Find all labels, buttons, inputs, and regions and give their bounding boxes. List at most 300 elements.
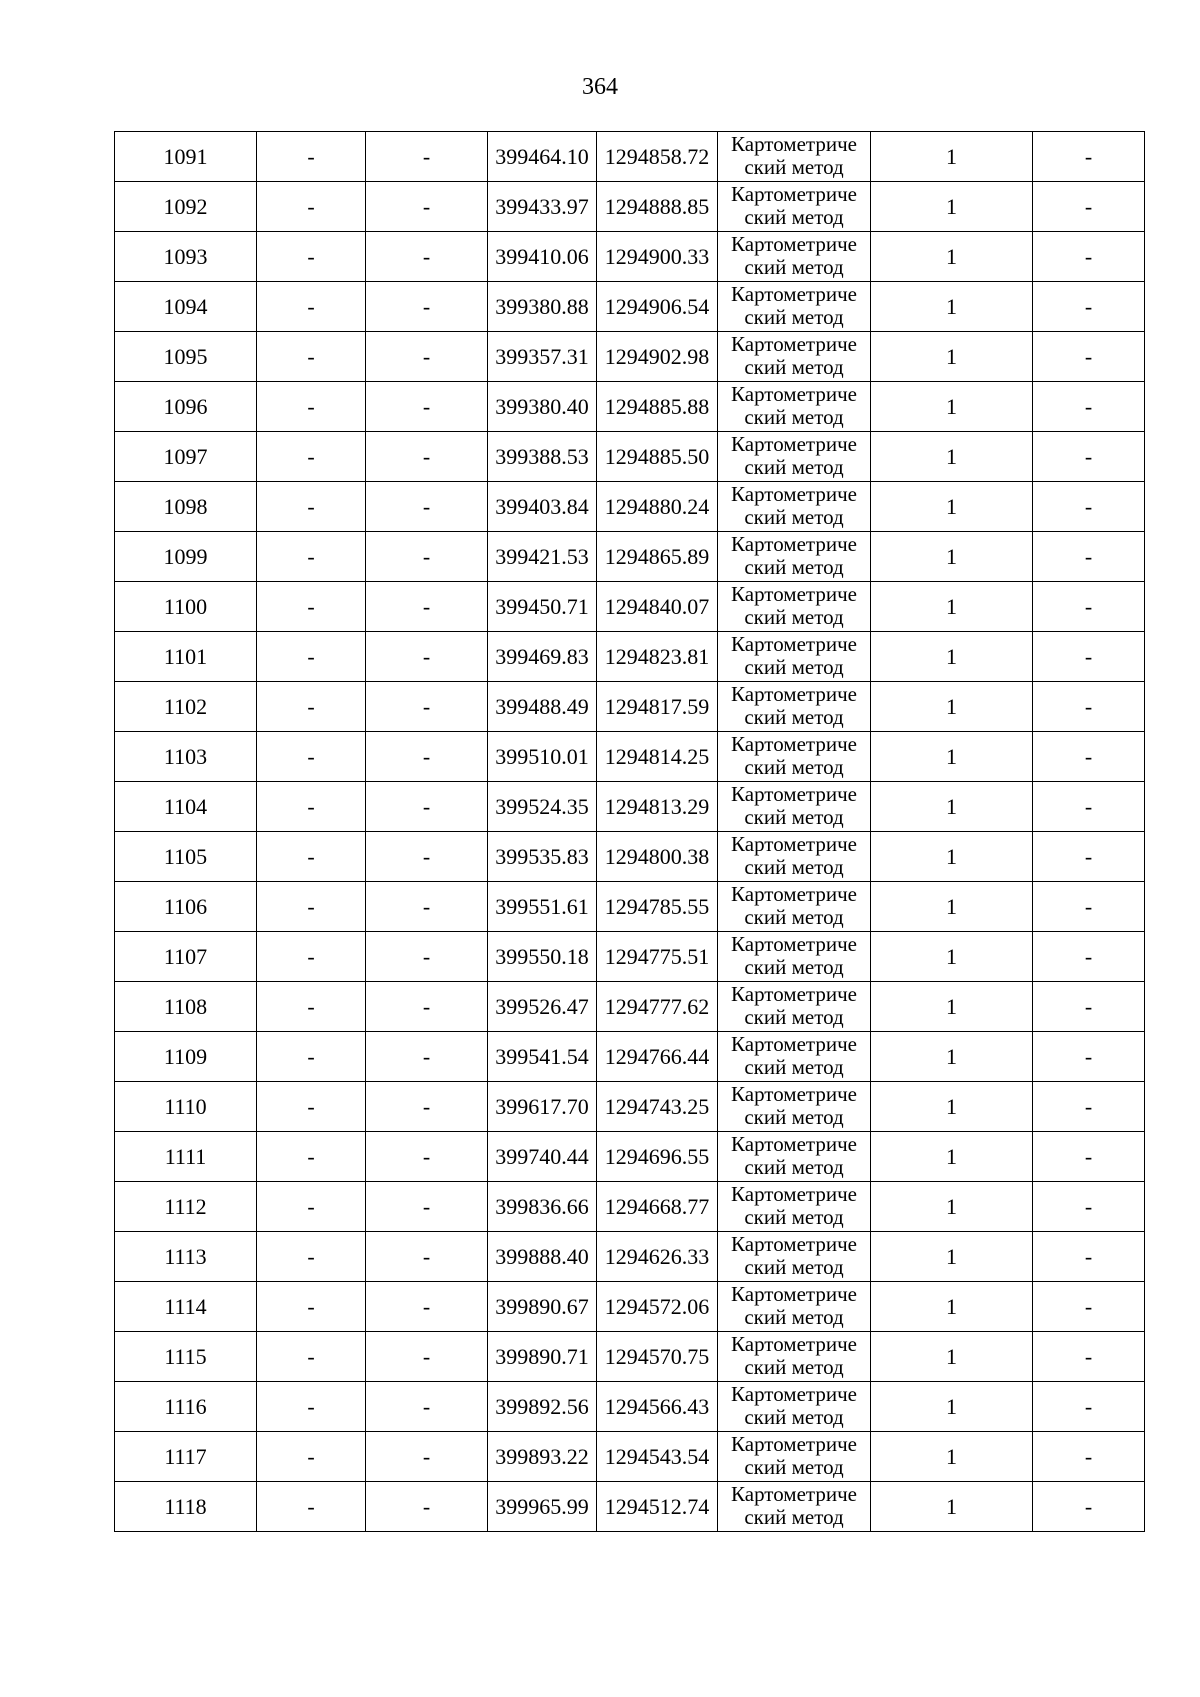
method-cell bbox=[718, 382, 871, 432]
method-line-1: Картометриче bbox=[731, 1233, 857, 1256]
point-number-cell: 1114 bbox=[115, 1282, 257, 1332]
table-row bbox=[115, 782, 1145, 832]
col2-cell: - bbox=[257, 182, 366, 232]
y-coordinate-cell: 1294885.50 bbox=[597, 432, 718, 482]
col2-cell: - bbox=[257, 982, 366, 1032]
point-number-cell: 1101 bbox=[115, 632, 257, 682]
y-coordinate-cell: 1294570.75 bbox=[597, 1332, 718, 1382]
table-row bbox=[115, 982, 1145, 1032]
point-number-cell: 1104 bbox=[115, 782, 257, 832]
table-row bbox=[115, 1432, 1145, 1482]
x-coordinate-cell: 399380.88 bbox=[488, 282, 597, 332]
col8-cell: - bbox=[1033, 1182, 1145, 1232]
method-line-1: Картометриче bbox=[731, 883, 857, 906]
col8-cell: - bbox=[1033, 432, 1145, 482]
col3-cell: - bbox=[366, 232, 488, 282]
point-number-cell: 1093 bbox=[115, 232, 257, 282]
method-line-2: ский метод bbox=[744, 405, 844, 429]
method-cell bbox=[718, 682, 871, 732]
x-coordinate-cell: 399890.71 bbox=[488, 1332, 597, 1382]
method-line-2: ский метод bbox=[744, 1355, 844, 1379]
accuracy-cell: 1 bbox=[871, 582, 1033, 632]
table-row bbox=[115, 132, 1145, 182]
method-line-1: Картометриче bbox=[731, 133, 857, 156]
x-coordinate-cell: 399965.99 bbox=[488, 1482, 597, 1532]
col2-cell: - bbox=[257, 1332, 366, 1382]
col2-cell: - bbox=[257, 1282, 366, 1332]
method-line-2: ский метод bbox=[744, 1405, 844, 1429]
x-coordinate-cell: 399433.97 bbox=[488, 182, 597, 232]
x-coordinate-cell: 399890.67 bbox=[488, 1282, 597, 1332]
y-coordinate-cell: 1294696.55 bbox=[597, 1132, 718, 1182]
method-line-2: ский метод bbox=[744, 1005, 844, 1029]
x-coordinate-cell: 399510.01 bbox=[488, 732, 597, 782]
col2-cell: - bbox=[257, 532, 366, 582]
method-line-2: ский метод bbox=[744, 1155, 844, 1179]
accuracy-cell: 1 bbox=[871, 282, 1033, 332]
y-coordinate-cell: 1294880.24 bbox=[597, 482, 718, 532]
method-line-2: ский метод bbox=[744, 355, 844, 379]
y-coordinate-cell: 1294902.98 bbox=[597, 332, 718, 382]
col2-cell: - bbox=[257, 932, 366, 982]
method-cell bbox=[718, 532, 871, 582]
col2-cell: - bbox=[257, 882, 366, 932]
accuracy-cell: 1 bbox=[871, 382, 1033, 432]
accuracy-cell: 1 bbox=[871, 682, 1033, 732]
method-cell bbox=[718, 332, 871, 382]
col8-cell: - bbox=[1033, 732, 1145, 782]
col3-cell: - bbox=[366, 1232, 488, 1282]
point-number-cell: 1112 bbox=[115, 1182, 257, 1232]
point-number-cell: 1100 bbox=[115, 582, 257, 632]
method-cell bbox=[718, 132, 871, 182]
col8-cell: - bbox=[1033, 532, 1145, 582]
method-cell bbox=[718, 1382, 871, 1432]
method-line-2: ский метод bbox=[744, 805, 844, 829]
x-coordinate-cell: 399357.31 bbox=[488, 332, 597, 382]
x-coordinate-cell: 399488.49 bbox=[488, 682, 597, 732]
y-coordinate-cell: 1294858.72 bbox=[597, 132, 718, 182]
y-coordinate-cell: 1294766.44 bbox=[597, 1032, 718, 1082]
col8-cell: - bbox=[1033, 1332, 1145, 1382]
point-number-cell: 1098 bbox=[115, 482, 257, 532]
table-row bbox=[115, 382, 1145, 432]
method-cell bbox=[718, 832, 871, 882]
accuracy-cell: 1 bbox=[871, 1132, 1033, 1182]
y-coordinate-cell: 1294814.25 bbox=[597, 732, 718, 782]
x-coordinate-cell: 399541.54 bbox=[488, 1032, 597, 1082]
col3-cell: - bbox=[366, 1432, 488, 1482]
col8-cell: - bbox=[1033, 1032, 1145, 1082]
accuracy-cell: 1 bbox=[871, 932, 1033, 982]
method-line-1: Картометриче bbox=[731, 683, 857, 706]
point-number-cell: 1111 bbox=[115, 1132, 257, 1182]
table-row bbox=[115, 1082, 1145, 1132]
method-line-1: Картометриче bbox=[731, 1383, 857, 1406]
point-number-cell: 1107 bbox=[115, 932, 257, 982]
table-body bbox=[115, 132, 1145, 1532]
method-line-2: ский метод bbox=[744, 1305, 844, 1329]
y-coordinate-cell: 1294813.29 bbox=[597, 782, 718, 832]
x-coordinate-cell: 399524.35 bbox=[488, 782, 597, 832]
method-cell bbox=[718, 232, 871, 282]
table-row bbox=[115, 432, 1145, 482]
col2-cell: - bbox=[257, 482, 366, 532]
col3-cell: - bbox=[366, 282, 488, 332]
col8-cell: - bbox=[1033, 1382, 1145, 1432]
col3-cell: - bbox=[366, 1282, 488, 1332]
accuracy-cell: 1 bbox=[871, 182, 1033, 232]
table-row bbox=[115, 282, 1145, 332]
y-coordinate-cell: 1294668.77 bbox=[597, 1182, 718, 1232]
point-number-cell: 1092 bbox=[115, 182, 257, 232]
accuracy-cell: 1 bbox=[871, 482, 1033, 532]
col2-cell: - bbox=[257, 1432, 366, 1482]
method-line-1: Картометриче bbox=[731, 283, 857, 306]
y-coordinate-cell: 1294885.88 bbox=[597, 382, 718, 432]
x-coordinate-cell: 399892.56 bbox=[488, 1382, 597, 1432]
col3-cell: - bbox=[366, 382, 488, 432]
col2-cell: - bbox=[257, 282, 366, 332]
col3-cell: - bbox=[366, 332, 488, 382]
method-line-1: Картометриче bbox=[731, 233, 857, 256]
method-cell bbox=[718, 1032, 871, 1082]
x-coordinate-cell: 399380.40 bbox=[488, 382, 597, 432]
table-row bbox=[115, 732, 1145, 782]
method-line-1: Картометриче bbox=[731, 483, 857, 506]
method-line-2: ский метод bbox=[744, 305, 844, 329]
method-line-2: ский метод bbox=[744, 1105, 844, 1129]
accuracy-cell: 1 bbox=[871, 782, 1033, 832]
table-row bbox=[115, 182, 1145, 232]
col3-cell: - bbox=[366, 1482, 488, 1532]
col3-cell: - bbox=[366, 482, 488, 532]
col8-cell: - bbox=[1033, 382, 1145, 432]
col3-cell: - bbox=[366, 182, 488, 232]
method-line-1: Картометриче bbox=[731, 1033, 857, 1056]
accuracy-cell: 1 bbox=[871, 332, 1033, 382]
method-line-2: ский метод bbox=[744, 455, 844, 479]
col3-cell: - bbox=[366, 1132, 488, 1182]
col8-cell: - bbox=[1033, 1132, 1145, 1182]
col2-cell: - bbox=[257, 132, 366, 182]
y-coordinate-cell: 1294785.55 bbox=[597, 882, 718, 932]
col2-cell: - bbox=[257, 732, 366, 782]
col8-cell: - bbox=[1033, 832, 1145, 882]
point-number-cell: 1108 bbox=[115, 982, 257, 1032]
y-coordinate-cell: 1294626.33 bbox=[597, 1232, 718, 1282]
point-number-cell: 1094 bbox=[115, 282, 257, 332]
method-line-2: ский метод bbox=[744, 655, 844, 679]
point-number-cell: 1116 bbox=[115, 1382, 257, 1432]
x-coordinate-cell: 399464.10 bbox=[488, 132, 597, 182]
method-cell bbox=[718, 1282, 871, 1332]
method-line-2: ский метод bbox=[744, 605, 844, 629]
col3-cell: - bbox=[366, 982, 488, 1032]
method-line-2: ский метод bbox=[744, 1205, 844, 1229]
method-line-2: ский метод bbox=[744, 705, 844, 729]
y-coordinate-cell: 1294743.25 bbox=[597, 1082, 718, 1132]
accuracy-cell: 1 bbox=[871, 1432, 1033, 1482]
table-row bbox=[115, 632, 1145, 682]
table-row bbox=[115, 1132, 1145, 1182]
col2-cell: - bbox=[257, 782, 366, 832]
x-coordinate-cell: 399535.83 bbox=[488, 832, 597, 882]
col2-cell: - bbox=[257, 1132, 366, 1182]
col3-cell: - bbox=[366, 1382, 488, 1432]
col2-cell: - bbox=[257, 1032, 366, 1082]
accuracy-cell: 1 bbox=[871, 1082, 1033, 1132]
x-coordinate-cell: 399551.61 bbox=[488, 882, 597, 932]
method-line-1: Картометриче bbox=[731, 783, 857, 806]
accuracy-cell: 1 bbox=[871, 1032, 1033, 1082]
method-line-1: Картометриче bbox=[731, 1433, 857, 1456]
table-row bbox=[115, 932, 1145, 982]
col2-cell: - bbox=[257, 232, 366, 282]
col3-cell: - bbox=[366, 782, 488, 832]
method-cell bbox=[718, 582, 871, 632]
method-cell bbox=[718, 1432, 871, 1482]
accuracy-cell: 1 bbox=[871, 1232, 1033, 1282]
x-coordinate-cell: 399410.06 bbox=[488, 232, 597, 282]
table-row bbox=[115, 1182, 1145, 1232]
col8-cell: - bbox=[1033, 982, 1145, 1032]
x-coordinate-cell: 399836.66 bbox=[488, 1182, 597, 1232]
table-row bbox=[115, 1032, 1145, 1082]
coordinates-table bbox=[114, 131, 1145, 1532]
col3-cell: - bbox=[366, 432, 488, 482]
y-coordinate-cell: 1294543.54 bbox=[597, 1432, 718, 1482]
point-number-cell: 1099 bbox=[115, 532, 257, 582]
method-cell bbox=[718, 1132, 871, 1182]
method-line-2: ский метод bbox=[744, 505, 844, 529]
col2-cell: - bbox=[257, 1232, 366, 1282]
table-row bbox=[115, 482, 1145, 532]
y-coordinate-cell: 1294775.51 bbox=[597, 932, 718, 982]
col8-cell: - bbox=[1033, 132, 1145, 182]
method-cell bbox=[718, 282, 871, 332]
col8-cell: - bbox=[1033, 1482, 1145, 1532]
y-coordinate-cell: 1294900.33 bbox=[597, 232, 718, 282]
point-number-cell: 1118 bbox=[115, 1482, 257, 1532]
col3-cell: - bbox=[366, 1332, 488, 1382]
method-line-2: ский метод bbox=[744, 555, 844, 579]
col2-cell: - bbox=[257, 1082, 366, 1132]
method-line-2: ский метод bbox=[744, 1255, 844, 1279]
method-cell bbox=[718, 932, 871, 982]
y-coordinate-cell: 1294817.59 bbox=[597, 682, 718, 732]
col3-cell: - bbox=[366, 582, 488, 632]
y-coordinate-cell: 1294777.62 bbox=[597, 982, 718, 1032]
col3-cell: - bbox=[366, 882, 488, 932]
x-coordinate-cell: 399893.22 bbox=[488, 1432, 597, 1482]
col3-cell: - bbox=[366, 632, 488, 682]
y-coordinate-cell: 1294888.85 bbox=[597, 182, 718, 232]
x-coordinate-cell: 399388.53 bbox=[488, 432, 597, 482]
accuracy-cell: 1 bbox=[871, 432, 1033, 482]
point-number-cell: 1091 bbox=[115, 132, 257, 182]
table-row bbox=[115, 1482, 1145, 1532]
x-coordinate-cell: 399526.47 bbox=[488, 982, 597, 1032]
col8-cell: - bbox=[1033, 632, 1145, 682]
method-cell bbox=[718, 182, 871, 232]
method-line-1: Картометриче bbox=[731, 1183, 857, 1206]
table-row bbox=[115, 532, 1145, 582]
y-coordinate-cell: 1294512.74 bbox=[597, 1482, 718, 1532]
method-line-1: Картометриче bbox=[731, 1133, 857, 1156]
method-cell bbox=[718, 1332, 871, 1382]
col2-cell: - bbox=[257, 832, 366, 882]
x-coordinate-cell: 399888.40 bbox=[488, 1232, 597, 1282]
method-cell bbox=[718, 882, 871, 932]
method-line-2: ский метод bbox=[744, 1455, 844, 1479]
accuracy-cell: 1 bbox=[871, 1282, 1033, 1332]
col8-cell: - bbox=[1033, 582, 1145, 632]
point-number-cell: 1109 bbox=[115, 1032, 257, 1082]
col8-cell: - bbox=[1033, 1232, 1145, 1282]
col8-cell: - bbox=[1033, 782, 1145, 832]
accuracy-cell: 1 bbox=[871, 632, 1033, 682]
point-number-cell: 1113 bbox=[115, 1232, 257, 1282]
x-coordinate-cell: 399550.18 bbox=[488, 932, 597, 982]
col3-cell: - bbox=[366, 132, 488, 182]
col3-cell: - bbox=[366, 832, 488, 882]
point-number-cell: 1102 bbox=[115, 682, 257, 732]
table-row bbox=[115, 882, 1145, 932]
table-row bbox=[115, 1382, 1145, 1432]
method-line-1: Картометриче bbox=[731, 383, 857, 406]
method-line-1: Картометриче bbox=[731, 933, 857, 956]
method-line-1: Картометриче bbox=[731, 533, 857, 556]
method-line-2: ский метод bbox=[744, 205, 844, 229]
table-row bbox=[115, 232, 1145, 282]
method-line-1: Картометриче bbox=[731, 183, 857, 206]
accuracy-cell: 1 bbox=[871, 882, 1033, 932]
col2-cell: - bbox=[257, 432, 366, 482]
method-line-1: Картометриче bbox=[731, 633, 857, 656]
method-line-1: Картометриче bbox=[731, 433, 857, 456]
method-line-1: Картометриче bbox=[731, 1083, 857, 1106]
accuracy-cell: 1 bbox=[871, 1182, 1033, 1232]
method-line-2: ский метод bbox=[744, 155, 844, 179]
method-cell bbox=[718, 732, 871, 782]
method-line-2: ский метод bbox=[744, 855, 844, 879]
y-coordinate-cell: 1294572.06 bbox=[597, 1282, 718, 1332]
col2-cell: - bbox=[257, 582, 366, 632]
col8-cell: - bbox=[1033, 282, 1145, 332]
table-row bbox=[115, 832, 1145, 882]
accuracy-cell: 1 bbox=[871, 132, 1033, 182]
method-cell bbox=[718, 1232, 871, 1282]
table-row bbox=[115, 332, 1145, 382]
x-coordinate-cell: 399469.83 bbox=[488, 632, 597, 682]
method-line-2: ский метод bbox=[744, 955, 844, 979]
method-cell bbox=[718, 982, 871, 1032]
point-number-cell: 1097 bbox=[115, 432, 257, 482]
col8-cell: - bbox=[1033, 1282, 1145, 1332]
table-row bbox=[115, 582, 1145, 632]
accuracy-cell: 1 bbox=[871, 232, 1033, 282]
method-cell bbox=[718, 1182, 871, 1232]
col3-cell: - bbox=[366, 1182, 488, 1232]
col8-cell: - bbox=[1033, 682, 1145, 732]
col3-cell: - bbox=[366, 532, 488, 582]
method-line-2: ский метод bbox=[744, 1505, 844, 1529]
point-number-cell: 1095 bbox=[115, 332, 257, 382]
method-line-2: ский метод bbox=[744, 755, 844, 779]
point-number-cell: 1103 bbox=[115, 732, 257, 782]
method-cell bbox=[718, 782, 871, 832]
col8-cell: - bbox=[1033, 482, 1145, 532]
col2-cell: - bbox=[257, 382, 366, 432]
accuracy-cell: 1 bbox=[871, 732, 1033, 782]
table-row bbox=[115, 1282, 1145, 1332]
col3-cell: - bbox=[366, 1082, 488, 1132]
y-coordinate-cell: 1294800.38 bbox=[597, 832, 718, 882]
method-line-1: Картометриче bbox=[731, 1333, 857, 1356]
accuracy-cell: 1 bbox=[871, 1482, 1033, 1532]
method-cell bbox=[718, 632, 871, 682]
point-number-cell: 1105 bbox=[115, 832, 257, 882]
y-coordinate-cell: 1294906.54 bbox=[597, 282, 718, 332]
point-number-cell: 1096 bbox=[115, 382, 257, 432]
method-line-2: ский метод bbox=[744, 905, 844, 929]
col3-cell: - bbox=[366, 732, 488, 782]
method-line-2: ский метод bbox=[744, 255, 844, 279]
col8-cell: - bbox=[1033, 1082, 1145, 1132]
page-number: 364 bbox=[582, 74, 618, 100]
accuracy-cell: 1 bbox=[871, 982, 1033, 1032]
col8-cell: - bbox=[1033, 232, 1145, 282]
table-row bbox=[115, 1232, 1145, 1282]
accuracy-cell: 1 bbox=[871, 1332, 1033, 1382]
method-cell bbox=[718, 1482, 871, 1532]
x-coordinate-cell: 399421.53 bbox=[488, 532, 597, 582]
method-line-2: ский метод bbox=[744, 1055, 844, 1079]
col2-cell: - bbox=[257, 1482, 366, 1532]
method-cell bbox=[718, 1082, 871, 1132]
point-number-cell: 1117 bbox=[115, 1432, 257, 1482]
x-coordinate-cell: 399617.70 bbox=[488, 1082, 597, 1132]
method-line-1: Картометриче bbox=[731, 333, 857, 356]
table-row bbox=[115, 1332, 1145, 1382]
table-row bbox=[115, 682, 1145, 732]
accuracy-cell: 1 bbox=[871, 1382, 1033, 1432]
col3-cell: - bbox=[366, 1032, 488, 1082]
accuracy-cell: 1 bbox=[871, 532, 1033, 582]
col2-cell: - bbox=[257, 632, 366, 682]
method-line-1: Картометриче bbox=[731, 833, 857, 856]
col8-cell: - bbox=[1033, 182, 1145, 232]
y-coordinate-cell: 1294566.43 bbox=[597, 1382, 718, 1432]
x-coordinate-cell: 399450.71 bbox=[488, 582, 597, 632]
method-line-1: Картометриче bbox=[731, 1483, 857, 1506]
col8-cell: - bbox=[1033, 332, 1145, 382]
col2-cell: - bbox=[257, 332, 366, 382]
y-coordinate-cell: 1294865.89 bbox=[597, 532, 718, 582]
col2-cell: - bbox=[257, 1382, 366, 1432]
col8-cell: - bbox=[1033, 932, 1145, 982]
col2-cell: - bbox=[257, 682, 366, 732]
method-line-1: Картометриче bbox=[731, 1283, 857, 1306]
method-line-1: Картометриче bbox=[731, 733, 857, 756]
x-coordinate-cell: 399740.44 bbox=[488, 1132, 597, 1182]
x-coordinate-cell: 399403.84 bbox=[488, 482, 597, 532]
method-cell bbox=[718, 432, 871, 482]
point-number-cell: 1115 bbox=[115, 1332, 257, 1382]
col3-cell: - bbox=[366, 932, 488, 982]
y-coordinate-cell: 1294840.07 bbox=[597, 582, 718, 632]
